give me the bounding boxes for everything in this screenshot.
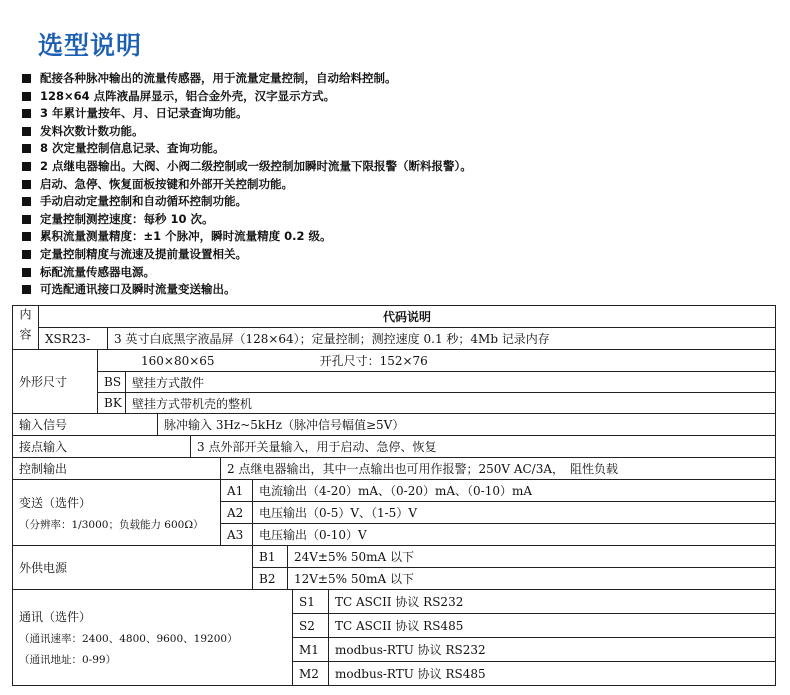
model-desc-cell: 3 英寸白底黑字液晶屏（128×64）；定量控制；测控速度 0.1 秒；4Mb 记录内存 [108, 328, 776, 350]
comm-option-desc: TC ASCII 协议 RS232 [329, 590, 776, 614]
list-item: 定量控制测控速度：每秒 10 次。 [22, 211, 782, 229]
spec-table [12, 305, 776, 686]
comm-option-code: S1 [293, 590, 329, 614]
list-item: 手动启动定量控制和自动循环控制功能。 [22, 193, 782, 211]
dimensions-size: 160×80×65 [141, 353, 215, 368]
transmit-option-code: A2 [221, 502, 253, 524]
bullet-square-icon [22, 197, 31, 206]
bullet-square-icon [22, 250, 31, 259]
comm-option-code: M2 [293, 662, 329, 686]
power-option-desc: 12V±5% 50mA 以下 [288, 568, 776, 590]
list-item: 标配流量传感器电源。 [22, 264, 782, 282]
bullet-square-icon [22, 180, 31, 189]
bullet-square-icon [22, 109, 31, 118]
cutout-size: 开孔尺寸：152×76 [319, 354, 428, 368]
list-item: 定量控制精度与流速及提前量设置相关。 [22, 246, 782, 264]
control-output-desc: 2 点继电器输出，其中一点输出也可用作报警；250V AC/3A， 阻性负载 [221, 458, 776, 480]
bullet-square-icon [22, 74, 31, 83]
transmit-option-desc: 电压输出（0-5）V、（1-5）V [253, 502, 776, 524]
comm-label-cell [13, 590, 293, 686]
page-title: 选型说明 [38, 31, 143, 60]
list-item: 8 次定量控制信息记录、查询功能。 [22, 140, 782, 158]
comm-option-code: M1 [293, 638, 329, 662]
content-header-label: 内容 [18, 307, 32, 348]
input-signal-desc: 脉冲输入 3Hz~5kHz（脉冲信号幅值≥5V） [158, 414, 776, 436]
power-option-desc: 24V±5% 50mA 以下 [288, 546, 776, 568]
transmit-option-code: A3 [221, 524, 253, 546]
control-output-label: 控制输出 [13, 458, 221, 480]
power-option-code: B2 [253, 568, 288, 590]
transmit-label: 变送（选件） [19, 495, 92, 510]
bullet-square-icon [22, 127, 31, 136]
bullet-square-icon [22, 285, 31, 294]
contact-input-label: 接点输入 [13, 436, 191, 458]
transmit-option-code: A1 [221, 480, 253, 502]
dimensions-cell [98, 350, 776, 372]
comm-label: 通讯（选件） [19, 610, 92, 624]
comm-option-code: S2 [293, 614, 329, 638]
dim-option-code: BS [98, 372, 126, 393]
feature-list [22, 70, 782, 299]
model-code-cell: XSR23- [39, 328, 108, 350]
input-signal-label: 输入信号 [13, 414, 158, 436]
power-label: 外供电源 [13, 546, 253, 590]
comm-addr-note: （通讯地址：0-99） [19, 654, 117, 666]
comm-option-desc: modbus-RTU 协议 RS485 [329, 662, 776, 686]
dim-option-code: BK [98, 393, 126, 414]
list-item: 3 年累计量按年、月、日记录查询功能。 [22, 105, 782, 123]
transmit-label-cell [13, 480, 221, 546]
bullet-square-icon [22, 162, 31, 171]
list-item: 2 点继电器输出。大阀、小阀二级控制或一级控制加瞬时流量下限报警（断料报警）。 [22, 158, 782, 176]
list-item: 128×64 点阵液晶屏显示，铝合金外壳，汉字显示方式。 [22, 88, 782, 106]
bullet-square-icon [22, 268, 31, 277]
list-item: 配接各种脉冲输出的流量传感器，用于流量定量控制，自动给料控制。 [22, 70, 782, 88]
transmit-option-desc: 电流输出（4-20）mA、（0-20）mA、（0-10）mA [253, 480, 776, 502]
power-option-code: B1 [253, 546, 288, 568]
transmit-note: （分辨率：1/3000；负载能力 600Ω） [19, 518, 204, 531]
list-item: 可选配通讯接口及瞬时流量变送输出。 [22, 281, 782, 299]
bullet-square-icon [22, 92, 31, 101]
code-desc-header: 代码说明 [39, 306, 776, 328]
transmit-option-desc: 电压输出（0-10）V [253, 524, 776, 546]
list-item: 累积流量测量精度：±1 个脉冲，瞬时流量精度 0.2 级。 [22, 228, 782, 246]
comm-option-desc: modbus-RTU 协议 RS232 [329, 638, 776, 662]
dim-option-desc: 壁挂方式带机壳的整机 [126, 393, 776, 414]
bullet-square-icon [22, 215, 31, 224]
list-item: 启动、急停、恢复面板按键和外部开关控制功能。 [22, 176, 782, 194]
dim-option-desc: 壁挂方式散件 [126, 372, 776, 393]
dimensions-label: 外形尺寸 [13, 350, 98, 414]
bullet-square-icon [22, 144, 31, 153]
bullet-square-icon [22, 232, 31, 241]
contact-input-desc: 3 点外部开关量输入，用于启动、急停、恢复 [191, 436, 776, 458]
comm-option-desc: TC ASCII 协议 RS485 [329, 614, 776, 638]
list-item: 发料次数计数功能。 [22, 123, 782, 141]
content-header-cell [13, 306, 39, 350]
comm-rate-note: （通讯速率：2400、4800、9600、19200） [19, 633, 238, 645]
